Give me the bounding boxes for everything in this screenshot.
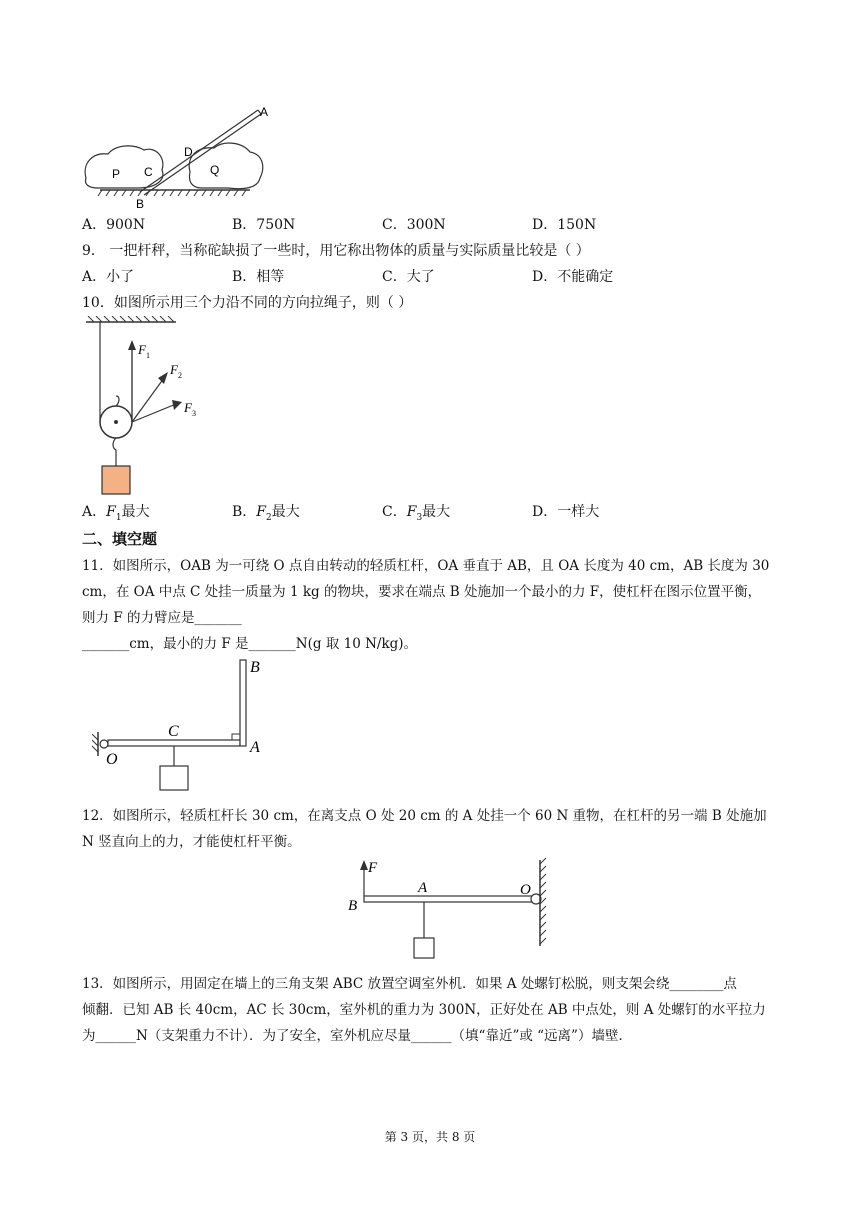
q10-option-a-sub: 1 [115,512,122,523]
q11-line-1: 11．如图所示，OAB 为一可绕 O 点自由转动的轻质杠杆，OA 垂直于 AB，且 OA 长度为 40 cm，AB 长度为 30 [82,558,770,574]
q8-label-P: P [112,167,121,181]
q8-label-C: C [144,165,153,179]
q12-line-1: 12．如图所示，轻质杠杆长 30 cm，在离支点 O 处 20 cm 的 A 处挂一个 60 N 重物，在杠杆的另一端 B 处施加 [82,808,767,824]
q12-label-A: A [418,880,428,896]
q10-option-b-sub: 2 [266,512,272,523]
q10-label-f2-sub: 2 [178,371,182,380]
q10-option-b-letter: B． [232,504,257,520]
q10-option-b[interactable] [232,502,300,528]
q10-pulley-figure [84,316,224,498]
q10-option-d-text: 一样大 [557,504,600,520]
q10-label-f3-sub: 3 [192,409,196,418]
q10-option-c-var: F [406,504,417,520]
q12-line-2: N 竖直向上的力，才能使杠杆平衡。 [82,834,301,850]
q10-option-d[interactable] [532,502,599,522]
q8-lever-figure [78,100,288,212]
section-heading-fill-blank: 二、填空题 [82,530,158,548]
q13-line-1: 13．如图所示，用固定在墙上的三角支架 ABC 放置空调室外机．如果 A 处螺钉松脱，则支架会绕________点 [82,976,737,992]
q11-line-4: _______cm，最小的力 F 是_______N(g 取 10 N/kg)。 [82,636,418,652]
q8-label-A: A [260,105,269,119]
q8-label-Q: Q [210,163,220,177]
q10-option-b-text: 最大 [271,504,300,520]
q10-option-c[interactable] [382,502,450,528]
page-footer: 第 3 页，共 8 页 [384,1130,476,1144]
q8-option-a[interactable]: A．900N [82,217,146,233]
q8-option-d[interactable]: D．150N [532,217,597,233]
q10-label-f2: F [170,362,178,377]
q13-line-3: 为______N（支架重力不计）．为了安全，室外机应尽量______（填“靠近”或 “远离”）墙壁． [82,1028,632,1044]
q10-option-a-text: 最大 [121,504,150,520]
q9-option-d[interactable]: D．不能确定 [532,269,614,285]
q12-lever-figure [344,856,554,968]
q12-label-B: B [348,898,358,914]
q10-option-c-letter: C． [382,504,407,520]
q10-option-b-var: F [256,504,267,520]
q9-option-a[interactable]: A．小了 [82,269,135,285]
q11-label-B: B [250,659,260,676]
q10-label-f1: F [138,342,146,357]
q10-option-c-sub: 3 [416,512,423,523]
q10-option-c-text: 最大 [422,504,451,520]
q10-option-a[interactable] [82,502,150,528]
q10-option-a-letter: A． [82,504,107,520]
q12-label-F: F [368,860,378,876]
q8-option-c[interactable]: C．300N [382,217,446,233]
q10-stem: 10．如图所示用三个力沿不同的方向拉绳子，则（ ） [82,295,413,311]
q9-option-c[interactable]: C．大了 [382,269,435,285]
q12-label-O: O [520,882,531,898]
q11-lever-figure [92,656,282,796]
q8-label-B: B [136,197,145,211]
q8-label-D: D [184,145,193,159]
q13-line-2: 倾翻．已知 AB 长 40cm，AC 长 30cm，室外机的重力为 300N，正好处在 AB 中点处，则 A 处螺钉的水平拉力 [82,1002,766,1018]
q8-option-b[interactable]: B．750N [232,217,296,233]
q9-option-b[interactable]: B．相等 [232,269,285,285]
q11-label-O: O [106,751,118,768]
q10-label-f3: F [184,400,192,415]
q11-label-A: A [250,739,260,756]
q10-label-f1-sub: 1 [146,351,150,360]
q11-line-2: cm，在 OA 中点 C 处挂一质量为 1 kg 的物块，要求在端点 B 处施加一个最小的力 F，使杠杆在图示位置平衡， [82,584,762,600]
q10-option-a-var: F [106,504,116,520]
q10-option-d-letter: D． [532,504,558,520]
q11-label-C: C [168,723,179,740]
q11-line-3: 则力 F 的力臂应是_______ [82,610,242,626]
q9-stem: 9． 一把杆秤，当称砣缺损了一些时，用它称出物体的质量与实际质量比较是（ ） [82,243,590,259]
